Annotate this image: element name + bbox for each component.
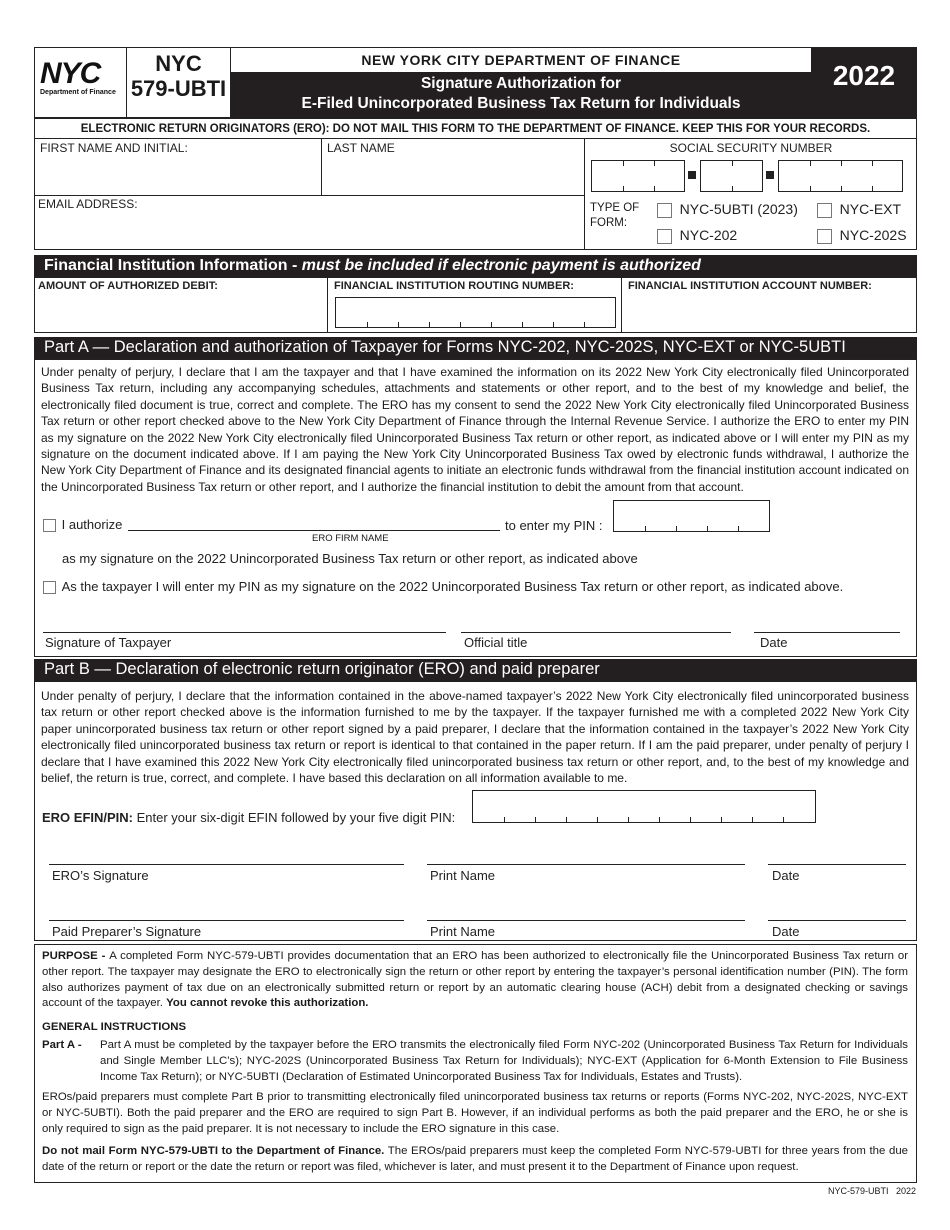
preparer-signature-line[interactable]	[49, 920, 404, 921]
type-of-form-label: TYPE OF FORM:	[590, 202, 640, 229]
checkbox-icon[interactable]	[43, 581, 56, 594]
checkbox-nyc-202s[interactable]: NYC-202S	[817, 227, 907, 244]
title-line1: Signature Authorization for	[420, 75, 622, 92]
official-title-line[interactable]	[461, 632, 731, 633]
year-box	[811, 48, 917, 118]
taxpayer-date-label: Date	[760, 635, 788, 650]
ero-notice: ELECTRONIC RETURN ORIGINATORS (ERO): DO NOT MAIL THIS FORM TO THE DEPARTMENT OF FINANCE. KEEP THIS FOR YOUR RECORDS.	[34, 118, 917, 139]
account-label: FINANCIAL INSTITUTION ACCOUNT NUMBER:	[628, 280, 872, 292]
checkbox-nyc-5ubti[interactable]: NYC-5UBTI (2023)	[657, 201, 798, 218]
taxpayer-pin-field[interactable]	[613, 500, 770, 532]
form-number-line1: NYC	[155, 51, 202, 76]
ssn-label: SOCIAL SECURITY NUMBER	[669, 141, 833, 155]
ero-date-label: Date	[772, 868, 800, 883]
footer-form-id: NYC-579-UBTI 2022	[827, 1186, 916, 1196]
mail-instruction: Do not mail Form NYC-579-UBTI to the Department of Finance. The EROs/paid preparers must keep the completed Form NYC-579-UBTI for three years from the due date of the return or report or the date the return or report was filed, whichever is later, and must present it to the Department of Finance upon request.	[42, 1145, 908, 1173]
ero-firm-name-line[interactable]	[128, 530, 500, 531]
ero-print-name-label: Print Name	[430, 868, 496, 883]
logo-subtext: Department of Finance	[40, 89, 116, 96]
ero-firm-name-label: ERO FIRM NAME	[312, 533, 389, 544]
part-a-header: Part A — Declaration and authorization of Taxpayer for Forms NYC-202, NYC-202S, NYC-EXT or NYC-5UBTI	[34, 337, 917, 359]
form-number-line2: 579-UBTI	[130, 76, 227, 101]
checkbox-icon[interactable]	[817, 229, 832, 244]
preparer-date-line[interactable]	[768, 920, 906, 921]
taxpayer-signature-label: Signature of Taxpayer	[45, 635, 172, 650]
pin-label: to enter my PIN :	[505, 518, 603, 533]
ssn-part-1[interactable]	[591, 160, 685, 192]
last-name-label: LAST NAME	[327, 141, 395, 155]
ssn-part-2[interactable]	[700, 160, 763, 192]
preparer-print-name-label: Print Name	[430, 924, 496, 939]
part-b-instruction: EROs/paid preparers must complete Part B prior to transmitting electronically filed unincorporated business tax returns or reports (Forms NYC-202, NYC-202S, NYC-EXT or NYC-5UBTI). Both the paid preparer and the ERO are required to sign Part B. However, if an individual performs as both the paid preparer and the ERO, he or she is only required to sign as the paid preparer. It is not necessary to include the ERO signature in this case.	[42, 1091, 908, 1135]
logo-text: NYC	[40, 57, 101, 90]
agency-name: NEW YORK CITY DEPARTMENT OF FINANCE	[361, 52, 681, 68]
taxpayer-date-line[interactable]	[754, 632, 900, 633]
checkbox-icon[interactable]	[657, 203, 672, 218]
part-a-declaration: Under penalty of perjury, I declare that I am the taxpayer and that I have examined the information on its 2022 New York City electronically filed Unincorporated Business Tax return, including any accompanying schedules, attachments and statements or other report, and to the best of my knowledge and belief, the electronically filed document is true, correct and complete. The ERO has my consent to send the 2022 New York City electronically filed Unincorporated Business Tax return or other report checked above to the New York City Department of Finance through the Internal Revenue Service. I authorize the ERO to enter my PIN as my signature on the 2022 New York City electronically filed Unincorporated Business Tax return or other report, as indicated above or I will enter my PIN as my signature on the document indicated above. If I am paying the New York City Unincorporated Business Tax owed by electronic funds withdrawal, I authorize the New York City Department of Finance and its designated financial agents to initiate an electronic funds withdrawal from the financial institution account indicated on the Unincorporated Business Tax return or other report, and I authorize the financial institution to debit the amount from that account.	[41, 365, 909, 494]
account-number-field[interactable]	[624, 295, 914, 331]
checkbox-nyc-ext[interactable]: NYC-EXT	[817, 201, 901, 218]
self-pin-checkbox[interactable]: As the taxpayer I will enter my PIN as my signature on the 2022 Unincorporated Business Tax return or other report, as indicated above.	[43, 579, 843, 594]
debit-label: AMOUNT OF AUTHORIZED DEBIT:	[38, 280, 218, 292]
first-name-field[interactable]	[36, 156, 320, 194]
general-instructions-title: GENERAL INSTRUCTIONS	[42, 1021, 187, 1033]
nyc-logo	[36, 49, 124, 116]
first-name-label: FIRST NAME AND INITIAL:	[40, 141, 188, 155]
efin-pin-label: ERO EFIN/PIN: Enter your six-digit EFIN followed by your five digit PIN:	[42, 810, 456, 825]
signature-note: as my signature on the 2022 Unincorporated Business Tax return or other report, as indicated above	[62, 551, 638, 566]
tax-year: 2022	[832, 60, 896, 91]
checkbox-icon[interactable]	[657, 229, 672, 244]
purpose-paragraph: PURPOSE - A completed Form NYC-579-UBTI provides documentation that an ERO has been authorized to electronically file the Unincorporated Business Tax return or other report. The taxpayer may designate the ERO to electronically sign the return or other report by entering the taxpayer’s personal identification number (PIN). The form also authorizes payment of tax due on an electronically submitted return or report by an automatic clearing house (ACH) debit from a designated checking or savings account of the taxpayer. You cannot revoke this authorization.	[42, 950, 909, 1010]
efin-pin-field[interactable]	[472, 790, 816, 823]
part-a-instruction: Part A must be completed by the taxpayer before the ERO transmits the electronically filed Form NYC-202 (Unincorporated Business Tax Return for Individuals and Single Member LLC’s); NYC-202S (Unincorporated Business Tax Return for Individuals); NYC-EXT (Application for 6-Month Extension to File Business Income Tax Return); or NYC-5UBTI (Declaration of Estimated Unincorporated Business Tax for Individuals, Estates and Trusts).	[100, 1039, 908, 1083]
part-b-header: Part B — Declaration of electronic return originator (ERO) and paid preparer	[34, 659, 917, 681]
preparer-signature-label: Paid Preparer’s Signature	[52, 924, 202, 939]
routing-number-field[interactable]	[335, 297, 616, 328]
ero-date-line[interactable]	[768, 864, 906, 865]
preparer-date-label: Date	[772, 924, 800, 939]
email-label: EMAIL ADDRESS:	[38, 197, 138, 211]
ssn-part-3[interactable]	[778, 160, 903, 192]
checkbox-icon[interactable]	[817, 203, 832, 218]
debit-amount-field[interactable]	[36, 295, 325, 331]
email-field[interactable]	[36, 212, 582, 248]
taxpayer-signature-line[interactable]	[43, 632, 446, 633]
title-line2: E-Filed Unincorporated Business Tax Return for Individuals	[301, 95, 741, 112]
checkbox-icon[interactable]	[43, 519, 56, 532]
part-b-declaration: Under penalty of perjury, I declare that the information contained in the above-named taxpayer’s 2022 New York City electronically filed unincorporated business tax return or other report checked above is the information furnished to me by the taxpayer. If the taxpayer furnished me with a completed 2022 New York City paper unincorporated business tax return or other report signed by a paid preparer, I declare that the information contained in the taxpayer’s 2022 New York City electronically filed unincorporated business tax return or report is identical to that contained in the paper return. If I am the paid preparer, under penalty of perjury I declare that I have examined this 2022 New York City electronically filed unincorporated business tax return or other report, and, to the best of my knowledge and belief, the return is true, correct, and complete. I have based this declaration on all information available to me.	[41, 689, 909, 786]
form-number	[127, 52, 230, 102]
routing-label: FINANCIAL INSTITUTION ROUTING NUMBER:	[334, 280, 574, 292]
last-name-field[interactable]	[323, 156, 583, 194]
checkbox-nyc-202[interactable]: NYC-202	[657, 227, 737, 244]
title-bar	[231, 72, 811, 118]
preparer-print-name-line[interactable]	[427, 920, 745, 921]
financial-header: Financial Institution Information - must be included if electronic payment is authorized	[34, 255, 917, 277]
ero-print-name-line[interactable]	[427, 864, 745, 865]
ero-signature-line[interactable]	[49, 864, 404, 865]
ero-signature-label: ERO’s Signature	[52, 868, 149, 883]
part-a-instruction-label: Part A -	[42, 1039, 82, 1051]
authorize-ero-checkbox[interactable]: I authorize	[43, 517, 122, 532]
official-title-label: Official title	[464, 635, 528, 650]
